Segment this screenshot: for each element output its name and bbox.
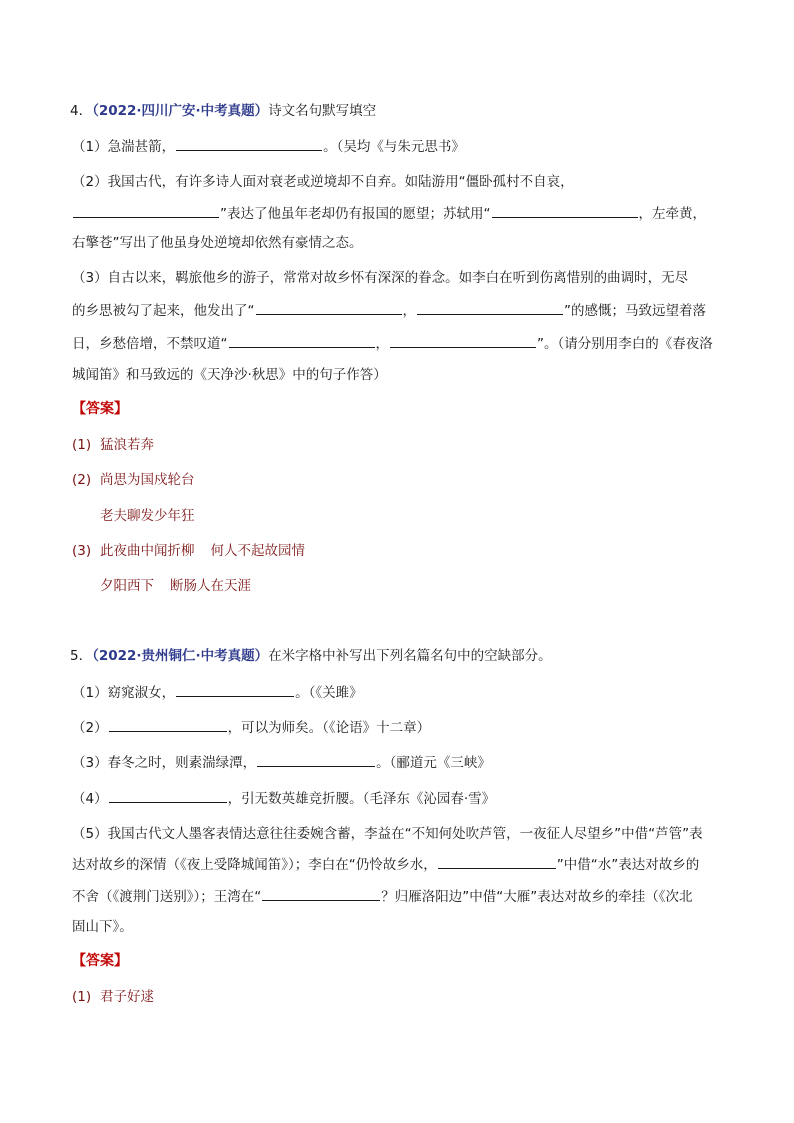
q5-source: （2022·贵州铜仁·中考真题） bbox=[92, 648, 269, 664]
fill-blank bbox=[438, 854, 556, 869]
q4-number: 4． bbox=[70, 103, 93, 119]
q5-part2 bbox=[72, 717, 430, 738]
q4-answer-3b bbox=[100, 576, 251, 596]
q4-part2-line1: （2）我国古代，有许多诗人面对衰老或逆境却不自弃。如陆游用“僵卧孤村不自哀， bbox=[72, 174, 574, 190]
q5-title: 在米字格中补写出下列名篇名句中的空缺部分。 bbox=[268, 648, 552, 664]
q5-number: 5． bbox=[70, 648, 93, 664]
answer-number: (1) bbox=[72, 989, 92, 1005]
q5-part1-text: （1）窈窕淑女， bbox=[72, 685, 176, 701]
q5-part4-text: （4） bbox=[72, 791, 108, 807]
answer-text: 夕阳西下 bbox=[100, 578, 154, 594]
answer-text: 猛浪若奔 bbox=[100, 437, 154, 453]
q5-part5-text: 不舍（《渡荆门送别》）；王湾在“ bbox=[72, 889, 262, 905]
fill-blank bbox=[257, 752, 375, 767]
fill-blank bbox=[256, 300, 402, 315]
q5-part5-line1: （5）我国古代文人墨客表情达意往往委婉含蓄，李益在“不知何处吹芦管，一夜征人尽望乡”中借“芦管”表 bbox=[72, 826, 703, 842]
q4-part3-line4: 城闻笛》和马致远的《天净沙·秋思》中的句子作答） bbox=[72, 367, 387, 383]
q5-part2-text: ，可以为师矣。（《论语》十二章） bbox=[227, 720, 431, 736]
q5-part5-text: ”中借“水”表达对故乡的 bbox=[556, 857, 700, 873]
fill-blank bbox=[417, 300, 563, 315]
q5-part3-text: （3）春冬之时，则素湍绿潭， bbox=[72, 755, 257, 771]
q5-part1-source: 。（《关雎》 bbox=[295, 685, 363, 701]
q4-part2-text: ”表达了他虽年老却仍有报国的愿望；苏轼用“ bbox=[220, 206, 491, 222]
fill-blank bbox=[390, 333, 536, 348]
q4-part3-line1: （3）自古以来，羁旅他乡的游子，常常对故乡怀有深深的眷念。如李白在听到伤离惜别的曲调时，无尽 bbox=[72, 270, 689, 286]
q4-title: 诗文名句默写填空 bbox=[268, 103, 377, 119]
answer-text: 君子好逑 bbox=[100, 989, 154, 1005]
q5-part5-text: 达对故乡的深情（《夜上受降城闻笛》）；李白在“仍怜故乡水， bbox=[72, 857, 437, 873]
fill-blank bbox=[492, 203, 638, 218]
q4-answer-label: 【答案】 bbox=[72, 401, 128, 417]
answer-text: 此夜曲中闻折柳 bbox=[100, 543, 195, 559]
fill-blank bbox=[262, 886, 380, 901]
q5-part5-line2 bbox=[72, 854, 699, 875]
q4-part3-line2 bbox=[72, 300, 706, 321]
q4-part2-line3: 右擎苍”写出了他虽身处逆境却依然有豪情之态。 bbox=[72, 235, 363, 251]
q5-part5-line4: 固山下》。 bbox=[72, 919, 133, 935]
answer-number: (1) bbox=[72, 437, 92, 453]
q5-part5-line3 bbox=[72, 886, 692, 907]
q5-heading bbox=[70, 646, 552, 666]
fill-blank bbox=[229, 333, 375, 348]
q4-part3-text: 日，乡愁倍增，不禁叹道“ bbox=[72, 336, 228, 352]
q5-answer-label: 【答案】 bbox=[72, 953, 128, 969]
q4-part3-text: ， bbox=[402, 303, 416, 319]
q5-part1 bbox=[72, 682, 363, 703]
q5-part3 bbox=[72, 752, 491, 773]
fill-blank bbox=[109, 717, 227, 732]
answer-text: 尚思为国戍轮台 bbox=[100, 472, 195, 488]
fill-blank bbox=[109, 788, 227, 803]
q5-part3-source: 。（郦道元《三峡》 bbox=[376, 755, 491, 771]
q5-answer-1 bbox=[72, 987, 154, 1007]
fill-blank bbox=[73, 203, 219, 218]
q4-part1-text: （1）急湍甚箭， bbox=[72, 139, 176, 155]
q4-part1-source: 。（吴均《与朱元思书》 bbox=[323, 139, 465, 155]
q4-part3-line3 bbox=[72, 333, 713, 354]
q5-part5-text: ？归雁洛阳边”中借“大雁”表达对故乡的牵挂（《次北 bbox=[381, 889, 693, 905]
q4-part3-text: ”。（请分别用李白的《春夜洛 bbox=[537, 336, 713, 352]
q4-part3-text: ， bbox=[375, 336, 389, 352]
q5-part4 bbox=[72, 788, 495, 809]
q4-answer-3 bbox=[72, 541, 305, 561]
fill-blank bbox=[176, 682, 294, 697]
q4-answer-2 bbox=[72, 470, 195, 490]
answer-number: (3) bbox=[72, 543, 92, 559]
answer-text: 何人不起故园情 bbox=[210, 543, 305, 559]
q4-part2-line2 bbox=[72, 203, 706, 224]
q4-answer-2b: 老夫聊发少年狂 bbox=[100, 508, 195, 524]
fill-blank bbox=[176, 136, 322, 151]
q4-part1 bbox=[72, 136, 465, 157]
q4-heading bbox=[70, 101, 376, 121]
q5-part4-text: ，引无数英雄竞折腰。（毛泽东《沁园春·雪》 bbox=[227, 791, 496, 807]
q4-part3-text: ”的感慨；马致远望着落 bbox=[564, 303, 706, 319]
q5-part2-text: （2） bbox=[72, 720, 108, 736]
q4-source: （2022·四川广安·中考真题） bbox=[92, 103, 269, 119]
q4-part2-text: ，左牵黄， bbox=[638, 206, 706, 222]
q4-answer-1 bbox=[72, 435, 154, 455]
answer-number: (2) bbox=[72, 472, 92, 488]
q4-part3-text: 的乡思被勾了起来，他发出了“ bbox=[72, 303, 255, 319]
answer-text: 断肠人在天涯 bbox=[170, 578, 251, 594]
